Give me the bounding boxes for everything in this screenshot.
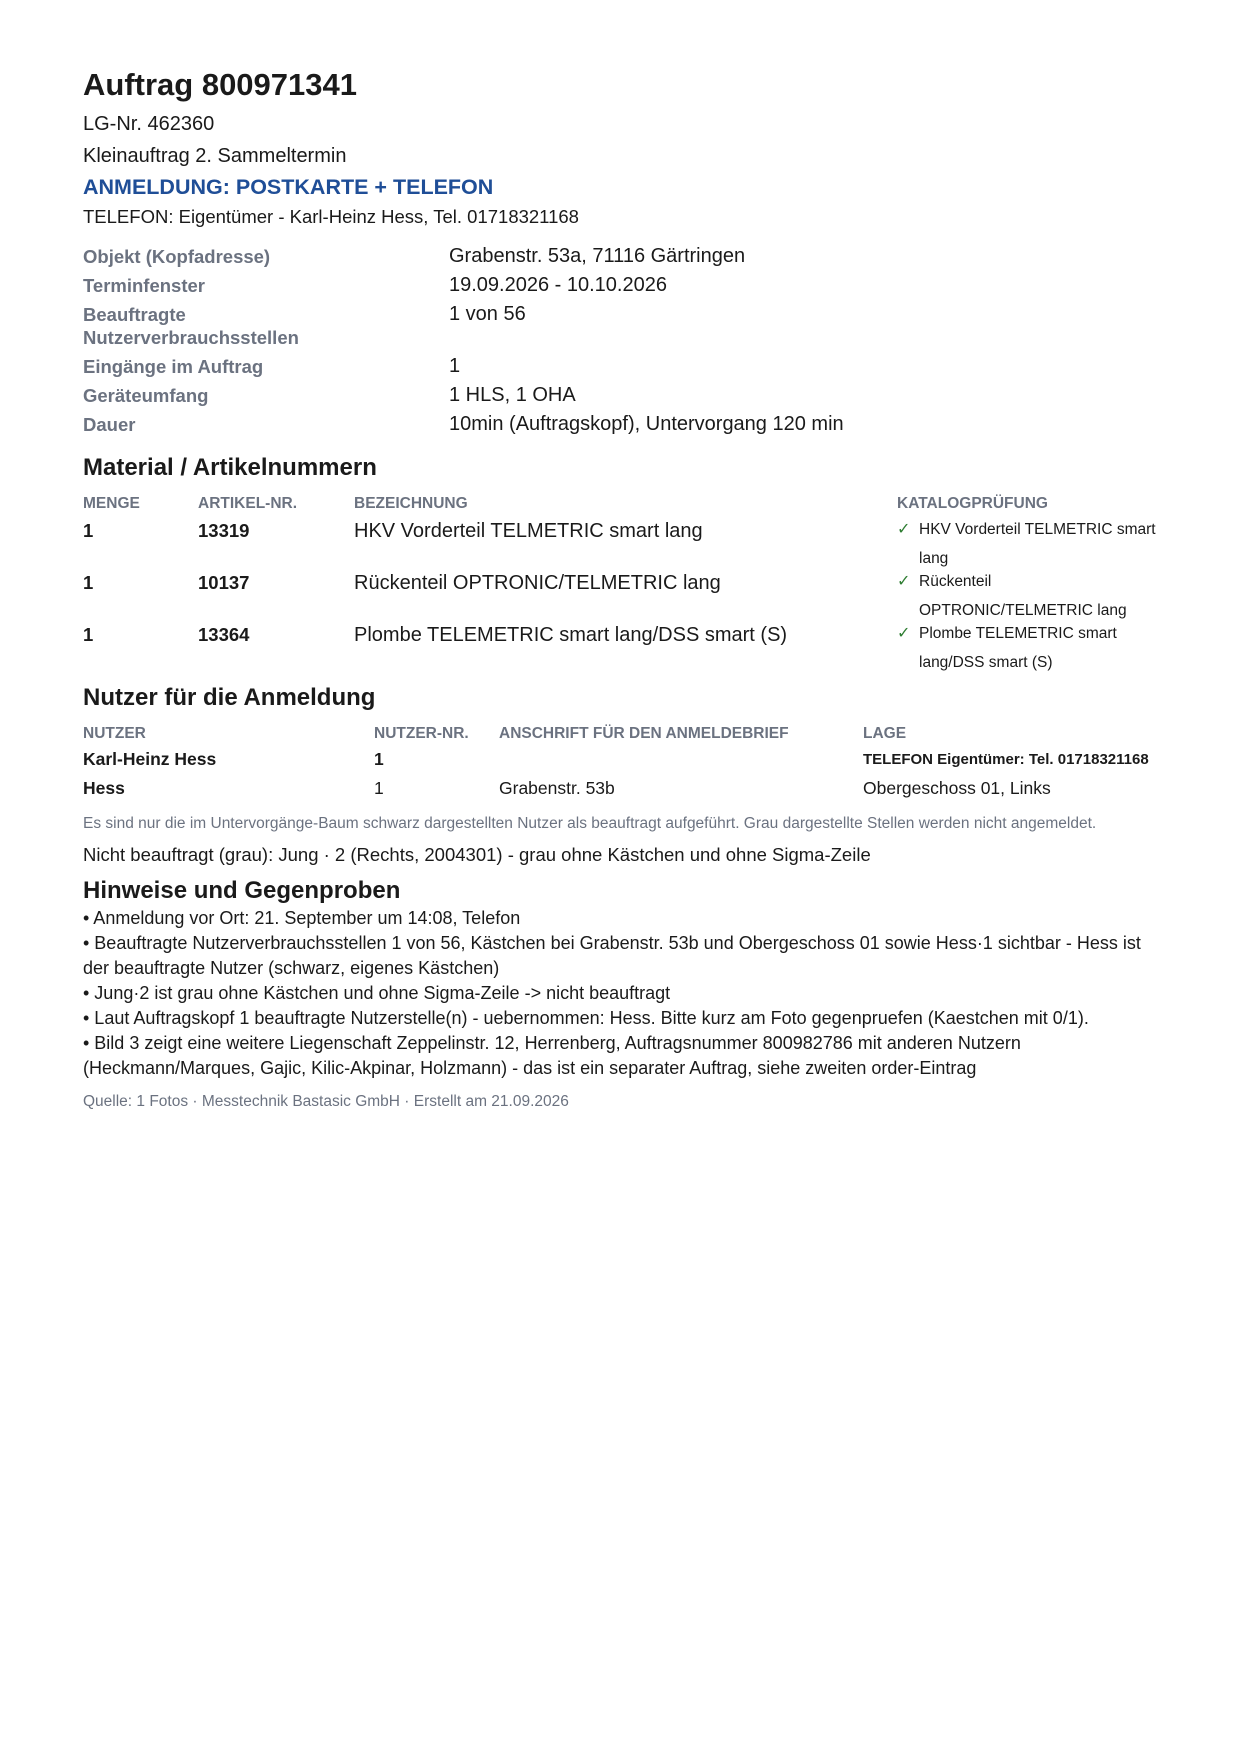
nutzer-heading: Nutzer für die Anmeldung <box>83 684 376 711</box>
col-header-bezeichnung: BEZEICHNUNG <box>354 495 468 512</box>
bezeichnung-cell: Plombe TELEMETRIC smart lang/DSS smart (S) <box>354 624 788 646</box>
facts-table <box>83 242 1158 439</box>
table-row <box>83 774 1158 803</box>
lage-cell: Obergeschoss 01, Links <box>863 778 1051 798</box>
fact-key: Beauftragte Nutzerverbrauchsstellen <box>83 304 299 348</box>
fact-key: Eingänge im Auftrag <box>83 356 264 377</box>
nicht-beauftragt-line: Nicht beauftragt (grau): Jung · 2 (Rechts, 2004301) - grau ohne Kästchen und ohne Sigma-Zeile <box>83 844 871 865</box>
katalog-text: Rückenteil OPTRONIC/TELMETRIC lang <box>919 573 1127 619</box>
lage-cell: TELEFON Eigentümer: Tel. 01718321168 <box>863 751 1149 768</box>
col-header-nutzer: NUTZER <box>83 725 146 742</box>
fact-value: 1 von 56 <box>449 303 526 325</box>
col-header-katalog: KATALOGPRÜFUNG <box>897 495 1048 512</box>
col-header-lage: LAGE <box>863 725 907 742</box>
fact-key: Terminfenster <box>83 275 205 296</box>
bezeichnung-cell: Rückenteil OPTRONIC/TELMETRIC lang <box>354 572 721 594</box>
fact-value: 19.09.2026 - 10.10.2026 <box>449 274 667 296</box>
fact-value: Grabenstr. 53a, 71116 Gärtringen <box>449 245 746 267</box>
lg-number: LG-Nr. 462360 <box>83 113 215 135</box>
material-heading: Material / Artikelnummern <box>83 454 377 481</box>
list-item: • Bild 3 zeigt eine weitere Liegenschaft Zeppelinstr. 12, Herrenberg, Auftragsnummer 800982786 mit anderen Nutzern (Heckmann/Marques, Gajic, Kilic-Akpinar, Holzmann) - das ist ein separater Auftrag, siehe zweiten order-Eintrag <box>83 1033 1021 1078</box>
fact-row <box>83 410 1158 439</box>
table-row <box>83 567 1158 619</box>
material-header-row <box>83 493 1158 515</box>
anschrift-cell: Grabenstr. 53b <box>499 778 615 798</box>
katalog-text: Plombe TELEMETRIC smart lang/DSS smart (S) <box>919 625 1117 671</box>
check-icon: ✓ <box>897 573 911 590</box>
fact-row <box>83 271 1158 300</box>
table-row <box>83 619 1158 671</box>
katalog-cell <box>897 567 1158 619</box>
fact-key: Geräteumfang <box>83 385 209 406</box>
nutzer-note: Es sind nur die im Untervorgänge-Baum schwarz dargestellten Nutzer als beauftragt aufgeführt. Grau dargestellte Stellen werden nicht angemeldet. <box>83 815 1097 832</box>
fact-key: Objekt (Kopfadresse) <box>83 246 271 267</box>
fact-row <box>83 352 1158 381</box>
nutzer-cell: Karl-Heinz Hess <box>83 749 217 769</box>
nutzer-header-row <box>83 723 1158 745</box>
anmeldung-type: ANMELDUNG: POSTKARTE + TELEFON <box>83 175 494 199</box>
artikel-cell: 10137 <box>198 572 250 593</box>
list-item: • Beauftragte Nutzerverbrauchsstellen 1 von 56, Kästchen bei Grabenstr. 53b und Obergeschoss 01 sowie Hess·1 sichtbar - Hess ist der beauftragte Nutzer (schwarz, eigenes Kästchen) <box>83 933 1141 978</box>
fact-value: 1 <box>449 355 461 377</box>
nutzer-nr-cell: 1 <box>374 778 384 798</box>
menge-cell: 1 <box>83 624 94 645</box>
katalog-text: HKV Vorderteil TELMETRIC smart lang <box>919 521 1156 567</box>
col-header-anschrift: ANSCHRIFT FÜR DEN ANMELDEBRIEF <box>499 725 789 742</box>
order-subtitle: Kleinauftrag 2. Sammeltermin <box>83 145 347 167</box>
list-item: • Laut Auftragskopf 1 beauftragte Nutzerstelle(n) - uebernommen: Hess. Bitte kurz am Foto gegenpruefen (Kaestchen mit 0/1). <box>83 1008 1089 1028</box>
menge-cell: 1 <box>83 520 94 541</box>
col-header-nutzer-nr: NUTZER-NR. <box>374 725 469 742</box>
fact-value: 10min (Auftragskopf), Untervorgang 120 min <box>449 413 844 435</box>
source-footer: Quelle: 1 Fotos · Messtechnik Bastasic GmbH · Erstellt am 21.09.2026 <box>83 1093 569 1110</box>
katalog-cell <box>897 619 1158 671</box>
hinweise-heading: Hinweise und Gegenproben <box>83 877 401 904</box>
fact-row <box>83 300 1158 352</box>
hinweise-list <box>83 906 1158 1081</box>
table-row <box>83 745 1158 774</box>
artikel-cell: 13319 <box>198 520 250 541</box>
table-row <box>83 515 1158 567</box>
fact-row <box>83 381 1158 410</box>
fact-row <box>83 242 1158 271</box>
check-icon: ✓ <box>897 625 911 642</box>
list-item: • Anmeldung vor Ort: 21. September um 14:08, Telefon <box>83 908 521 928</box>
page-title: Auftrag 800971341 <box>83 67 357 102</box>
fact-value: 1 HLS, 1 OHA <box>449 384 576 406</box>
telefon-line: TELEFON: Eigentümer - Karl-Heinz Hess, Tel. 01718321168 <box>83 206 579 227</box>
fact-key: Dauer <box>83 414 136 435</box>
list-item: • Jung·2 ist grau ohne Kästchen und ohne Sigma-Zeile -> nicht beauftragt <box>83 983 671 1003</box>
nutzer-nr-cell: 1 <box>374 749 384 769</box>
artikel-cell: 13364 <box>198 624 250 645</box>
nutzer-cell: Hess <box>83 778 125 798</box>
katalog-cell <box>897 515 1158 567</box>
menge-cell: 1 <box>83 572 94 593</box>
check-icon: ✓ <box>897 521 911 538</box>
col-header-menge: MENGE <box>83 495 140 512</box>
bezeichnung-cell: HKV Vorderteil TELMETRIC smart lang <box>354 520 703 542</box>
col-header-artikel: ARTIKEL-NR. <box>198 495 298 512</box>
